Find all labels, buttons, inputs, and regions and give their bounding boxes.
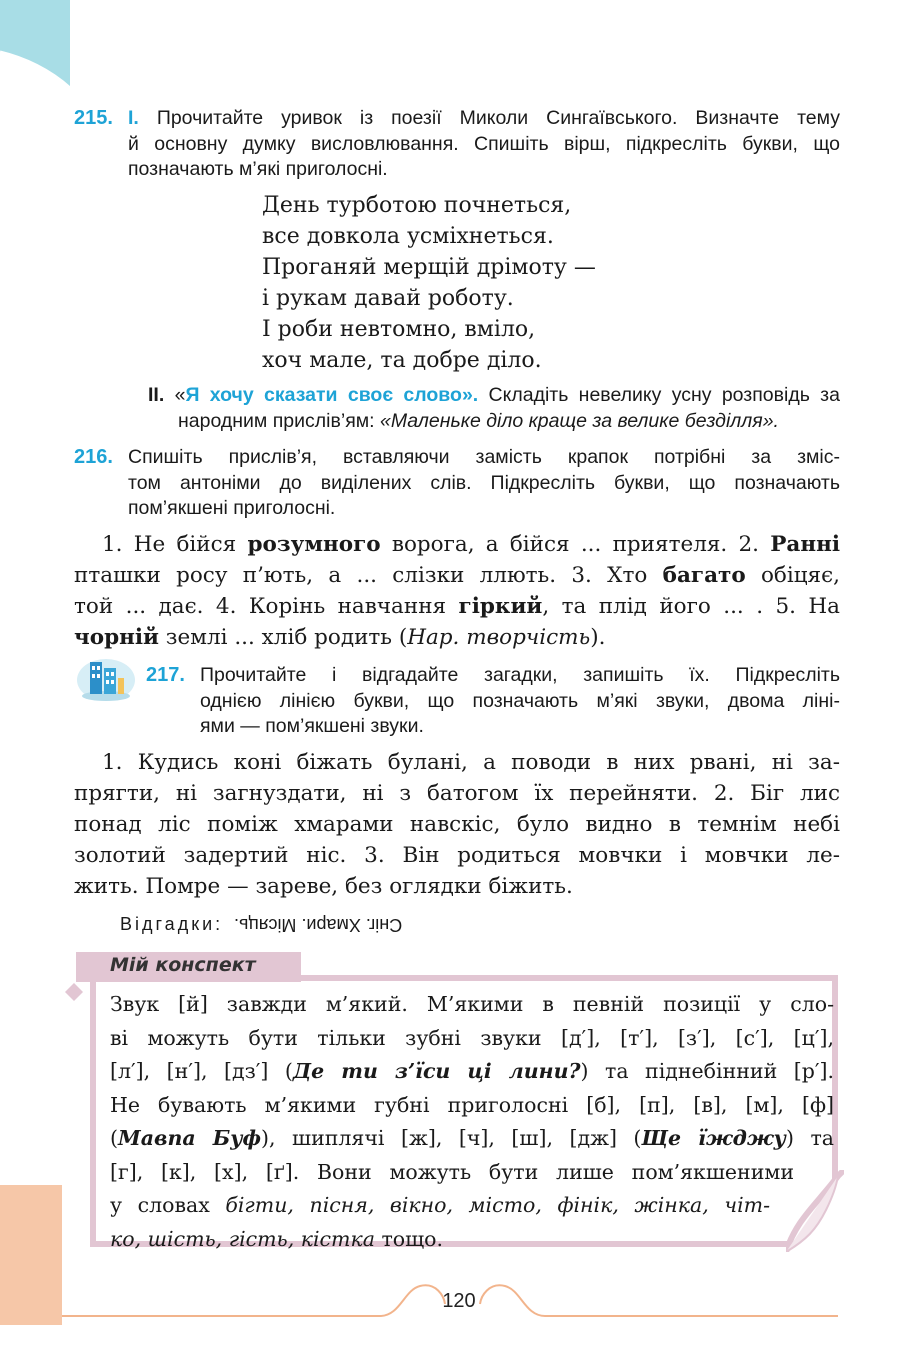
riddle-line: золотий задертий ніс. 3. Він родиться мовчки і мовчки ле- (74, 843, 840, 868)
highlighted-word: чорній (74, 625, 159, 650)
part-marker-2: II. (148, 384, 165, 406)
instruction-line: Спишіть прислів’я, вставляючи замість крапок потрібні за зміс- (128, 446, 840, 468)
highlighted-word: розумного (247, 532, 381, 557)
mnemonic: Мавпа Буф (118, 1126, 262, 1150)
instruction-line: позначають м’які приголосні. (128, 158, 388, 180)
proverbs-text: 1. Не бійся розумного ворога, а бійся ... приятеля. 2. Ранні пташки росу п’ють, а ... слізки ллють. 3. Хто багато обіцяє, той ... дає. 4. Корінь навчання гіркий, та плід його ... . 5. На чорній землі ... хліб родить (Нар. творчість). (74, 532, 841, 650)
poem-line: хоч мале, та добре діло. (262, 348, 542, 373)
poem (262, 190, 596, 376)
highlighted-word: гіркий (458, 594, 543, 619)
part-2-heading: Я хочу сказати своє слово». (185, 384, 479, 406)
instruction-line: Прочитайте і відгадайте загадки, запишіть їх. Підкресліть (200, 664, 840, 686)
instruction-line: пом’якшені приголосні. (128, 497, 336, 519)
exercise-215-part-2: II. «Я хочу сказати своє слово». Складіть невелику усну розповідь за народним прислів’ям: «Маленьке діло краще за велике безділля». (148, 384, 840, 432)
poem-line: і рукам давай роботу. (262, 286, 514, 311)
riddle-line: понад ліс поміж хмарами навскіс, було видно в темнім небі (74, 812, 840, 837)
mnemonic: Ще їжджу (641, 1126, 786, 1150)
riddles-text (74, 747, 840, 902)
instruction-line: й основну думку висловлювання. Спишіть вірш, підкресліть букви, що (128, 132, 840, 155)
exercise-217-instruction (200, 663, 840, 740)
buildings-icon (76, 656, 136, 702)
highlighted-word: багато (662, 563, 746, 588)
poem-line: Проганяй мерщій дрімоту — (262, 255, 596, 280)
mnemonic: Де ти з’їси ці лини? (292, 1059, 581, 1083)
diamond-icon (64, 982, 84, 1002)
exercise-number-216: 216. (74, 446, 113, 468)
page-number: 120 (442, 1290, 476, 1312)
riddle-line: 1. Кудись коні біжать булані, а поводи в них рвані, ні за- (102, 750, 840, 775)
poem-line: І роби невтомно, вміло, (262, 317, 536, 342)
exercise-215-instruction (128, 106, 840, 183)
poem-line: все довкола усміхнеться. (262, 224, 554, 249)
highlighted-word: Ранні (770, 532, 841, 557)
corner-decoration-top (0, 0, 80, 100)
konspekt-text: Звук [й] завжди м’який. М’якими в певній позиції у сло- ві можуть бути тільки зубні звуки [д′], [т′], [з′], [с′], [ц′], [л′], [н′], [дз′] (Де ти з’їси ці лини?) та піднебінний [р′]. Не бувають м’якими губні приголосні [б], [п], [в], [м], [ф] (Мавпа Буф), шиплячі [ж], [ч], [ш], [дж] (Ще їжджу) та [г], [к], [х], [ґ]. Вони можуть бути лише пом’якшеними у словах бігти, пісня, вікно, місто, фінік, жінка, чіт- ко, шість, гість, кістка тощо. (110, 992, 835, 1251)
answers-label: Відгадки: (120, 914, 224, 934)
exercise-number-217: 217. (146, 664, 185, 686)
instruction-line: ями — пом’якшені звуки. (200, 715, 424, 737)
exercise-number-215: 215. (74, 107, 113, 129)
part-marker-1: I. (128, 107, 139, 129)
instruction-line: том антоніми до виділених слів. Підкресліть букви, що позначають (128, 471, 840, 494)
riddle-line: жить. Помре — зареве, без оглядки біжить. (74, 874, 573, 899)
konspekt-title: Мій конспект (110, 954, 256, 976)
answers-upside-down: Сніг. Хмари. Місяць. (234, 915, 403, 935)
poem-line: День турботою почнеться, (262, 193, 572, 218)
riddle-answers (120, 914, 402, 935)
riddle-line: прягти, ні загнуздати, ні з батогом їх перейняти. 2. Біг лис (74, 781, 840, 806)
exercise-216-instruction (128, 445, 840, 522)
instruction-line: Прочитайте уривок із поезії Миколи Сингаївського. Визначте тему (156, 107, 840, 129)
instruction-line: однією лінією букви, що позначають м’які звуки, двома ліні- (200, 689, 840, 712)
proverb: «Маленьке діло краще за велике безділля». (380, 409, 779, 432)
